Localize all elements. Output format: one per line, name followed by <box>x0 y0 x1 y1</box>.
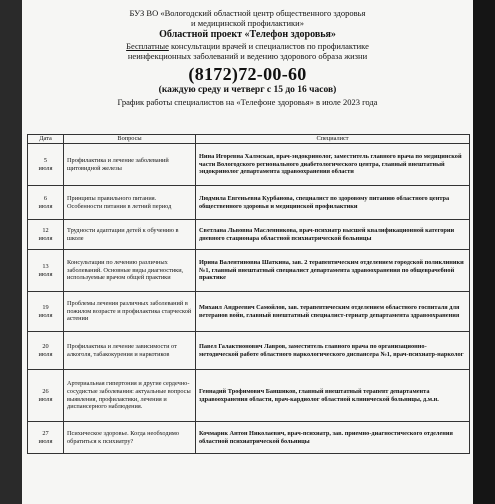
row-date <box>28 220 64 250</box>
row-specialist: Нина Игоревна Халмская, врач-эндокринолог, заместитель главного врача по медицинской части Вологодского регионального диабетологического центра, главный внештатный эндокринолог департамента здравоохранения области <box>196 144 470 186</box>
right-backdrop <box>473 0 495 504</box>
table-row <box>28 370 470 422</box>
row-specialist: Кочмарик Антон Николаевич, врач-психиатр, зав. приемно-диагностического отделения областной психиатрической больницы <box>196 422 470 454</box>
table-row <box>28 422 470 454</box>
row-topic: Проблемы лечения различных заболеваний в пожилом возрасте и профилактика старческой астении <box>64 292 196 332</box>
project-title: Областной проект «Телефон здоровья» <box>159 29 336 40</box>
table-row <box>28 292 470 332</box>
date-day: 12 <box>42 226 49 234</box>
description-line-2: неинфекционных заболеваний и ведению здорового образа жизни <box>127 51 368 61</box>
table-row <box>28 250 470 292</box>
row-date <box>28 144 64 186</box>
date-day: 13 <box>42 262 49 270</box>
header-date: Дата <box>28 135 64 144</box>
date-month: июля <box>38 311 53 319</box>
description-line-1 <box>22 41 473 51</box>
description-line-1-rest: консультации врачей и специалистов по профилактике <box>168 41 369 51</box>
row-date <box>28 186 64 220</box>
row-specialist: Ирина Валентиновна Шаткина, зав. 2 терапевтическим отделением городской поликлиники №1, главный внештатный специалист департамента здравоохранения по общеврачебной практике <box>196 250 470 292</box>
row-date <box>28 332 64 370</box>
document-header <box>22 8 473 107</box>
schedule-title: График работы специалистов на «Телефоне здоровья» в июле 2023 года <box>117 97 378 107</box>
date-month: июля <box>38 437 53 445</box>
document-page <box>22 0 473 504</box>
table-row <box>28 144 470 186</box>
date-day: 26 <box>42 387 49 395</box>
table-row <box>28 332 470 370</box>
row-specialist: Людмила Евгеньевна Курбанова, специалист по здоровому питанию областного центра общественного здоровья и медицинской профилактики <box>196 186 470 220</box>
table-row <box>28 186 470 220</box>
date-day: 27 <box>42 429 49 437</box>
date-month: июля <box>38 395 53 403</box>
row-date <box>28 370 64 422</box>
organization-line-1: БУЗ ВО «Вологодский областной центр общественного здоровья <box>129 8 366 18</box>
row-date <box>28 422 64 454</box>
free-word: Бесплатные <box>126 41 169 51</box>
date-month: июля <box>38 270 53 278</box>
row-specialist: Светлана Львовна Масленникова, врач-психиатр высшей квалификационной категории дневного стационара областной психиатрической больницы <box>196 220 470 250</box>
date-day: 19 <box>42 303 49 311</box>
row-date <box>28 250 64 292</box>
row-topic: Профилактика и лечение зависимости от алкоголя, табакокурения и наркотиков <box>64 332 196 370</box>
date-month: июля <box>38 202 53 210</box>
date-day: 6 <box>43 194 48 202</box>
row-topic: Психическое здоровье. Когда необходимо обратиться к психиатру? <box>64 422 196 454</box>
row-date <box>28 292 64 332</box>
phone-number: (8172)72-00-60 <box>188 64 307 84</box>
organization-line-2: и медицинской профилактики» <box>191 18 304 28</box>
row-topic: Профилактика и лечение заболеваний щитовидной железы <box>64 144 196 186</box>
row-topic: Принципы правильного питания. Особенности питания в летний период <box>64 186 196 220</box>
date-day: 5 <box>43 156 48 164</box>
schedule-table <box>27 134 470 454</box>
date-month: июля <box>38 164 53 172</box>
row-specialist: Павел Галактионович Лавров, заместитель главного врача по организационно-методической работе областного наркологического диспансера №1, врач-психиатр-нарколог <box>196 332 470 370</box>
date-month: июля <box>38 234 53 242</box>
left-backdrop <box>0 0 22 504</box>
table-row <box>28 220 470 250</box>
row-specialist: Геннадий Трофимович Баншиков, главный внештатный терапевт департамента здравоохранения области, врач-кардиолог областной клинической больницы, д.м.н. <box>196 370 470 422</box>
call-hours: (каждую среду и четверг с 15 до 16 часов) <box>158 85 337 95</box>
table-header-row <box>28 135 470 144</box>
header-specialist: Специалист <box>196 135 470 144</box>
date-day: 20 <box>42 342 49 350</box>
row-topic: Артериальная гипертония и другие сердечно-сосудистые заболевания: актуальные вопросы выявления, профилактики, лечения и диспансерного наблюдения. <box>64 370 196 422</box>
row-specialist: Михаил Андреевич Самойлов, зав. терапевтическим отделением областного госпиталя для ветеранов войн, главный внештатный специалист-гериатр департамента здравоохранения <box>196 292 470 332</box>
date-month: июля <box>38 350 53 358</box>
row-topic: Консультации по лечению различных заболеваний. Основные виды диагностики, используемые врачом общей практики <box>64 250 196 292</box>
header-topic: Вопросы <box>64 135 196 144</box>
row-topic: Трудности адаптации детей к обучению в школе <box>64 220 196 250</box>
